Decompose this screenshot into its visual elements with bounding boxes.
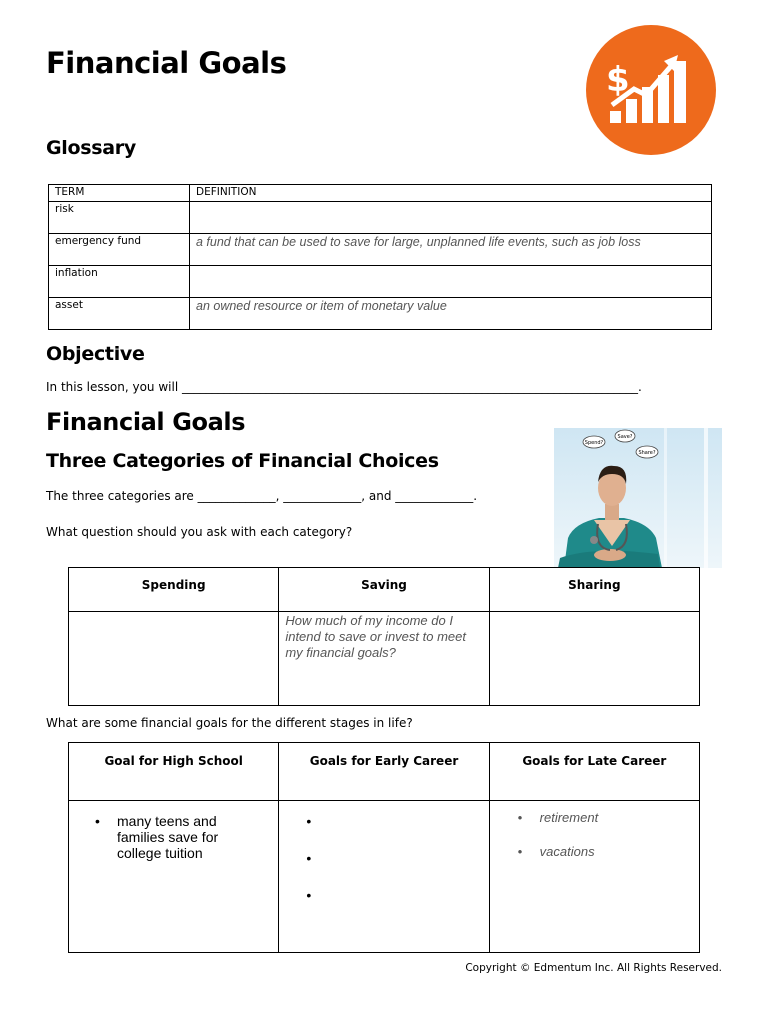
list-item[interactable] — [306, 850, 488, 866]
term-column-header: TERM — [49, 185, 190, 202]
saving-header: Saving — [279, 568, 489, 612]
glossary-definition: a fund that can be used to save for large, unplanned life events, such as job loss — [190, 234, 712, 266]
speech-bubble-save: Save? — [617, 434, 633, 440]
table-row — [49, 266, 712, 298]
doctor-photo — [554, 428, 722, 568]
list-item: • many teens and families save for college tuition — [95, 813, 227, 861]
objective-heading: Objective — [46, 343, 145, 365]
glossary-definition-input[interactable] — [190, 266, 712, 298]
section-heading: Financial Goals — [46, 408, 246, 436]
speech-bubble-spend: Spend? — [584, 440, 604, 446]
list-item: • retirement — [518, 810, 699, 826]
svg-text:$: $ — [606, 60, 630, 100]
categories-table — [68, 567, 700, 706]
glossary-definition-input[interactable] — [190, 202, 712, 234]
glossary-term: risk — [49, 202, 190, 234]
table-row — [69, 743, 700, 801]
late-career-header: Goals for Late Career — [489, 743, 699, 801]
life-stages-prompt: What are some financial goals for the different stages in life? — [46, 716, 413, 730]
glossary-header-row — [49, 185, 712, 202]
definition-column-header: DEFINITION — [190, 185, 712, 202]
section-subheading: Three Categories of Financial Choices — [46, 450, 439, 472]
table-row — [69, 801, 700, 953]
speech-bubble-share: Share? — [638, 450, 656, 456]
high-school-goals-cell[interactable] — [69, 801, 279, 953]
glossary-term: inflation — [49, 266, 190, 298]
spending-answer-cell[interactable] — [69, 612, 279, 706]
glossary-term: emergency fund — [49, 234, 190, 266]
finance-growth-logo-icon — [586, 25, 716, 155]
objective-prompt[interactable]: In this lesson, you will ____________________________________________________________________________. — [46, 380, 642, 394]
glossary-heading: Glossary — [46, 137, 136, 159]
table-row — [49, 202, 712, 234]
table-row — [49, 234, 712, 266]
table-row — [49, 298, 712, 330]
glossary-table — [48, 184, 712, 330]
high-school-header: Goal for High School — [69, 743, 279, 801]
table-row — [69, 568, 700, 612]
question-prompt: What question should you ask with each category? — [46, 525, 353, 539]
goals-table — [68, 742, 700, 953]
page-title: Financial Goals — [46, 46, 287, 80]
list-item[interactable] — [306, 887, 488, 903]
late-career-goals-cell[interactable] — [489, 801, 699, 953]
list-item[interactable] — [306, 813, 488, 829]
sharing-answer-cell[interactable] — [489, 612, 699, 706]
early-career-header: Goals for Early Career — [279, 743, 489, 801]
glossary-definition: an owned resource or item of monetary value — [190, 298, 712, 330]
spending-header: Spending — [69, 568, 279, 612]
table-row — [69, 612, 700, 706]
categories-prompt[interactable]: The three categories are _____________, _____________, and _____________. — [46, 489, 478, 503]
copyright-footer: Copyright © Edmentum Inc. All Rights Reserved. — [465, 962, 722, 974]
early-career-goals-cell[interactable] — [279, 801, 489, 953]
sharing-header: Sharing — [489, 568, 699, 612]
list-item: • vacations — [518, 844, 699, 860]
glossary-term: asset — [49, 298, 190, 330]
saving-question-cell: How much of my income do I intend to save or invest to meet my financial goals? — [279, 612, 489, 706]
